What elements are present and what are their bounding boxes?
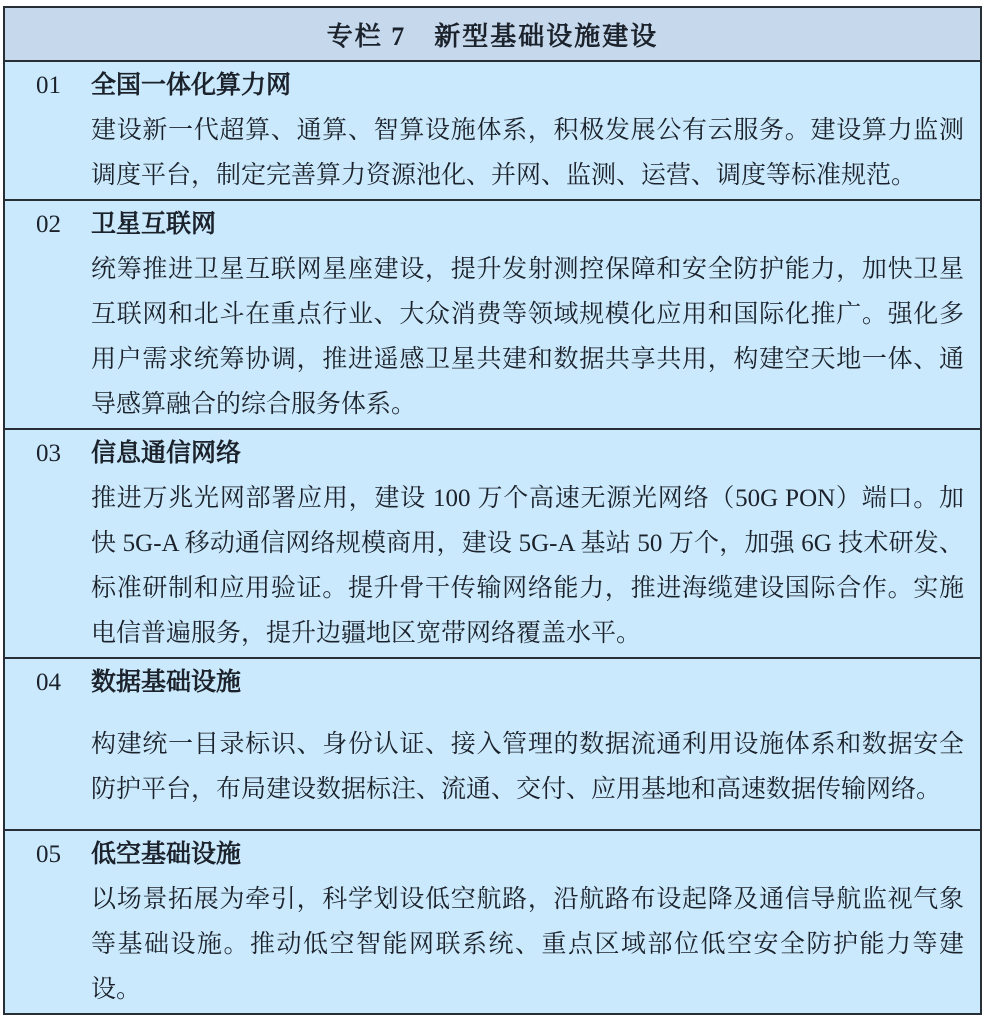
section-heading: 信息通信网络 (91, 440, 242, 467)
infrastructure-column-panel (3, 6, 982, 1015)
section-body: 以场景拓展为牵引，科学划设低空航路，沿航路布设起降及通信导航监视气象等基础设施。推动低空智能网联系统、重点区域部位低空安全防护能力等建设。 (91, 886, 964, 1003)
section-heading: 低空基础设施 (91, 841, 242, 868)
section-number: 02 (36, 211, 61, 238)
section-body: 建设新一代超算、通算、智算设施体系，积极发展公有云服务。建设算力监测调度平台，制定完善算力资源池化、并网、监测、运营、调度等标准规范。 (91, 117, 964, 189)
section-heading: 全国一体化算力网 (91, 72, 292, 99)
section-body: 构建统一目录标识、身份认证、接入管理的数据流通利用设施体系和数据安全防护平台，布局建设数据标注、流通、交付、应用基地和高速数据传输网络。 (91, 730, 964, 803)
section-data-infrastructure (5, 659, 980, 831)
section-heading: 数据基础设施 (91, 669, 242, 696)
section-computing-network (5, 62, 980, 201)
section-info-communication-network (5, 430, 980, 659)
section-number: 04 (36, 669, 61, 696)
section-number: 01 (36, 72, 61, 99)
panel-title: 专栏 7 新型基础设施建设 (326, 21, 659, 51)
section-body: 推进万兆光网部署应用，建设 100 万个高速无源光网络（50G PON）端口。加快 5G-A 移动通信网络规模商用，建设 5G-A 基站 50 万个，加强 6G 技术研发、标准研制和应用验证。提升骨干传输网络能力，推进海缆建设国际合作。实施电信普遍服务，提升边疆地区宽带网络覆盖水平。 (91, 485, 964, 647)
section-number: 03 (36, 440, 61, 467)
panel-header (5, 8, 980, 62)
section-satellite-internet (5, 201, 980, 430)
section-body: 统筹推进卫星互联网星座建设，提升发射测控保障和安全防护能力，加快卫星互联网和北斗在重点行业、大众消费等领域规模化应用和国际化推广。强化多用户需求统筹协调，推进遥感卫星共建和数据共享共用，构建空天地一体、通导感算融合的综合服务体系。 (91, 256, 964, 418)
section-number: 05 (36, 841, 61, 868)
section-heading: 卫星互联网 (91, 211, 217, 238)
section-low-altitude-infrastructure (5, 831, 980, 1013)
